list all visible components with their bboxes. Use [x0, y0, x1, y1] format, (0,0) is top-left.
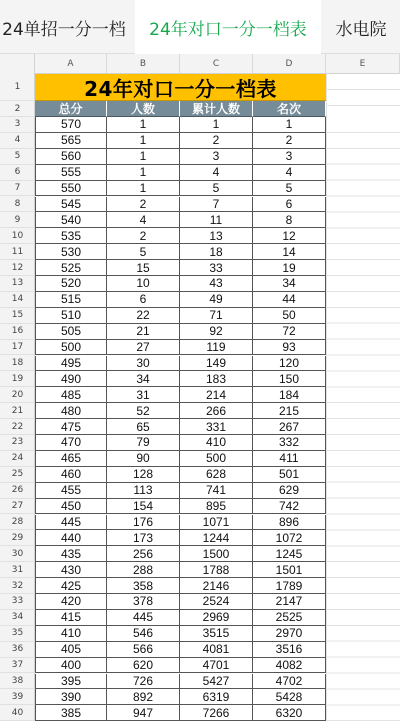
table-cell[interactable]: 5428 [253, 689, 326, 705]
table-cell[interactable]: 2525 [253, 610, 326, 626]
table-cell[interactable]: 550 [35, 181, 107, 197]
row-header[interactable]: 24 [0, 451, 35, 467]
table-cell[interactable]: 79 [107, 435, 180, 451]
row-header[interactable]: 4 [0, 133, 35, 149]
table-row [35, 578, 326, 594]
table-cell[interactable]: 4082 [253, 658, 326, 674]
table-cell[interactable]: 1 [107, 149, 180, 165]
row-header[interactable]: 3 [0, 117, 35, 133]
table-cell[interactable]: 50 [253, 308, 326, 324]
table-cell[interactable]: 6319 [180, 689, 253, 705]
table-cell[interactable]: 43 [180, 276, 253, 292]
row-header[interactable]: 25 [0, 467, 35, 483]
table-cell[interactable]: 628 [180, 467, 253, 483]
table-cell[interactable]: 2146 [180, 578, 253, 594]
table-cell[interactable]: 741 [180, 483, 253, 499]
tab-sheet-2-active[interactable]: 24年对口一分一档表 [135, 0, 321, 55]
table-cell[interactable]: 2969 [180, 610, 253, 626]
table-cell[interactable]: 1 [180, 117, 253, 133]
table-cell[interactable]: 33 [180, 260, 253, 276]
table-cell[interactable]: 6 [253, 197, 326, 213]
table-row [35, 626, 326, 642]
tab-sheet-3[interactable]: 水电院 [335, 19, 387, 40]
table-cell[interactable]: 490 [35, 371, 107, 387]
table-cell[interactable]: 555 [35, 165, 107, 181]
table-cell[interactable]: 1 [253, 117, 326, 133]
table-row [35, 117, 326, 133]
table-cell[interactable]: 896 [253, 515, 326, 531]
table-cell[interactable]: 530 [35, 244, 107, 260]
table-cell[interactable]: 214 [180, 387, 253, 403]
table-cell[interactable]: 465 [35, 451, 107, 467]
table-cell[interactable]: 93 [253, 340, 326, 356]
column-header-a[interactable]: A [35, 54, 107, 74]
table-cell[interactable]: 176 [107, 515, 180, 531]
table-cell[interactable]: 1789 [253, 578, 326, 594]
table-cell[interactable]: 358 [107, 578, 180, 594]
row-header[interactable]: 20 [0, 387, 35, 403]
table-cell[interactable]: 27 [107, 340, 180, 356]
table-cell[interactable]: 331 [180, 419, 253, 435]
row-header[interactable]: 38 [0, 674, 35, 690]
table-cell[interactable]: 1245 [253, 546, 326, 562]
table-cell[interactable]: 150 [253, 371, 326, 387]
table-row [35, 340, 326, 356]
table-cell[interactable]: 30 [107, 356, 180, 372]
table-cell[interactable]: 1072 [253, 530, 326, 546]
table-cell[interactable]: 31 [107, 387, 180, 403]
table-cell[interactable]: 267 [253, 419, 326, 435]
table-cell[interactable]: 405 [35, 642, 107, 658]
sheet-tab-bar [0, 0, 400, 54]
row-header[interactable]: 39 [0, 689, 35, 705]
table-cell[interactable]: 1 [107, 133, 180, 149]
table-cell[interactable]: 128 [107, 467, 180, 483]
table-cell[interactable]: 385 [35, 705, 107, 721]
table-row [35, 562, 326, 578]
table-cell[interactable]: 2 [180, 133, 253, 149]
table-row [35, 483, 326, 499]
table-cell[interactable]: 14 [253, 244, 326, 260]
table-row [35, 356, 326, 372]
table-cell[interactable]: 500 [35, 340, 107, 356]
table-row [35, 212, 326, 228]
table-row [35, 419, 326, 435]
table-cell[interactable]: 8 [253, 212, 326, 228]
table-cell[interactable]: 1071 [180, 515, 253, 531]
table-cell[interactable]: 395 [35, 674, 107, 690]
table-cell[interactable]: 2970 [253, 626, 326, 642]
table-cell[interactable]: 480 [35, 403, 107, 419]
table-row [35, 451, 326, 467]
row-header[interactable]: 37 [0, 658, 35, 674]
table-cell[interactable]: 546 [107, 626, 180, 642]
table-cell[interactable]: 7 [180, 197, 253, 213]
table-cell[interactable]: 44 [253, 292, 326, 308]
table-cell[interactable]: 2 [107, 228, 180, 244]
select-all-corner[interactable] [0, 54, 35, 74]
table-cell[interactable]: 173 [107, 530, 180, 546]
table-cell[interactable]: 13 [180, 228, 253, 244]
header-cell-cumulative[interactable]: 累计人数 [180, 101, 253, 117]
table-row [35, 530, 326, 546]
row-header[interactable]: 10 [0, 228, 35, 244]
table-cell[interactable]: 7266 [180, 705, 253, 721]
table-cell[interactable]: 332 [253, 435, 326, 451]
table-row [35, 181, 326, 197]
table-row [35, 674, 326, 690]
row-header[interactable]: 17 [0, 340, 35, 356]
row-header[interactable]: 15 [0, 308, 35, 324]
table-cell[interactable]: 21 [107, 324, 180, 340]
table-cell[interactable]: 947 [107, 705, 180, 721]
table-row [35, 499, 326, 515]
row-header[interactable]: 35 [0, 626, 35, 642]
table-row [35, 308, 326, 324]
table-cell[interactable]: 510 [35, 308, 107, 324]
table-row [35, 165, 326, 181]
table-cell[interactable]: 545 [35, 197, 107, 213]
table-cell[interactable]: 410 [35, 626, 107, 642]
row-header[interactable]: 32 [0, 578, 35, 594]
row-header[interactable]: 11 [0, 244, 35, 260]
table-cell[interactable]: 415 [35, 610, 107, 626]
column-header-e[interactable]: E [326, 54, 400, 74]
table-cell[interactable]: 2 [107, 197, 180, 213]
row-header[interactable]: 30 [0, 546, 35, 562]
row-header-bar [0, 74, 35, 721]
table-cell[interactable]: 515 [35, 292, 107, 308]
table-cell[interactable]: 629 [253, 483, 326, 499]
table-row [35, 149, 326, 165]
table-cell[interactable]: 4 [107, 212, 180, 228]
table-row [35, 594, 326, 610]
table-cell[interactable]: 420 [35, 594, 107, 610]
column-header-c[interactable]: C [180, 54, 253, 74]
table-cell[interactable]: 460 [35, 467, 107, 483]
table-cell[interactable]: 570 [35, 117, 107, 133]
row-header[interactable]: 22 [0, 419, 35, 435]
row-header[interactable]: 33 [0, 594, 35, 610]
table-cell[interactable]: 425 [35, 578, 107, 594]
table-row [35, 228, 326, 244]
table-cell[interactable]: 113 [107, 483, 180, 499]
table-title-cell[interactable]: 24年对口一分一档表 [35, 74, 326, 101]
row-header[interactable]: 34 [0, 610, 35, 626]
table-cell[interactable]: 11 [180, 212, 253, 228]
table-cell[interactable]: 430 [35, 562, 107, 578]
table-cell[interactable]: 3 [180, 149, 253, 165]
table-cell[interactable]: 1501 [253, 562, 326, 578]
table-cell[interactable]: 505 [35, 324, 107, 340]
row-header[interactable]: 21 [0, 403, 35, 419]
row-header-2[interactable]: 2 [0, 101, 35, 117]
table-cell[interactable]: 19 [253, 260, 326, 276]
table-cell[interactable]: 15 [107, 260, 180, 276]
row-header[interactable]: 29 [0, 530, 35, 546]
table-row [35, 324, 326, 340]
table-row [35, 467, 326, 483]
table-cell[interactable]: 4702 [253, 674, 326, 690]
table-cell[interactable]: 4 [180, 165, 253, 181]
table-cell[interactable]: 410 [180, 435, 253, 451]
column-header-b[interactable]: B [107, 54, 180, 74]
table-cell[interactable]: 215 [253, 403, 326, 419]
table-cell[interactable]: 4 [253, 165, 326, 181]
table-cell[interactable]: 475 [35, 419, 107, 435]
row-header[interactable]: 28 [0, 515, 35, 531]
empty-column-e [326, 74, 400, 721]
column-header-bar [0, 54, 400, 74]
table-row [35, 658, 326, 674]
table-cell[interactable]: 525 [35, 260, 107, 276]
table-cell[interactable]: 411 [253, 451, 326, 467]
table-cell[interactable]: 566 [107, 642, 180, 658]
row-header[interactable]: 40 [0, 705, 35, 721]
table-cell[interactable]: 378 [107, 594, 180, 610]
table-cell[interactable]: 3 [253, 149, 326, 165]
table-cell[interactable]: 520 [35, 276, 107, 292]
table-cell[interactable]: 4701 [180, 658, 253, 674]
table-cell[interactable]: 5427 [180, 674, 253, 690]
header-cell-rank[interactable]: 名次 [253, 101, 326, 117]
table-row [35, 276, 326, 292]
row-header[interactable]: 12 [0, 260, 35, 276]
table-cell[interactable]: 440 [35, 530, 107, 546]
table-cell[interactable]: 501 [253, 467, 326, 483]
row-header[interactable]: 26 [0, 483, 35, 499]
table-cell[interactable]: 65 [107, 419, 180, 435]
table-cell[interactable]: 470 [35, 435, 107, 451]
table-cell[interactable]: 495 [35, 356, 107, 372]
table-cell[interactable]: 445 [107, 610, 180, 626]
table-row [35, 642, 326, 658]
table-row [35, 371, 326, 387]
table-cell[interactable]: 183 [180, 371, 253, 387]
table-cell[interactable]: 34 [253, 276, 326, 292]
table-cell[interactable]: 742 [253, 499, 326, 515]
table-cell[interactable]: 22 [107, 308, 180, 324]
table-cell[interactable]: 560 [35, 149, 107, 165]
table-cell[interactable]: 445 [35, 515, 107, 531]
table-cell[interactable]: 119 [180, 340, 253, 356]
table-cell[interactable]: 390 [35, 689, 107, 705]
table-cell[interactable]: 5 [253, 181, 326, 197]
table-cell[interactable]: 3516 [253, 642, 326, 658]
table-cell[interactable]: 71 [180, 308, 253, 324]
table-cell[interactable]: 2524 [180, 594, 253, 610]
table-cell[interactable]: 1500 [180, 546, 253, 562]
table-cell[interactable]: 2147 [253, 594, 326, 610]
table-cell[interactable]: 1 [107, 117, 180, 133]
table-cell[interactable]: 892 [107, 689, 180, 705]
table-cell[interactable]: 6 [107, 292, 180, 308]
table-row [35, 387, 326, 403]
table-cell[interactable]: 154 [107, 499, 180, 515]
table-cell[interactable]: 435 [35, 546, 107, 562]
table-cell[interactable]: 1 [107, 165, 180, 181]
table-cell[interactable]: 620 [107, 658, 180, 674]
table-cell[interactable]: 1 [107, 181, 180, 197]
table-row [35, 689, 326, 705]
row-header[interactable]: 13 [0, 276, 35, 292]
table-cell[interactable]: 52 [107, 403, 180, 419]
table-row [35, 705, 326, 721]
row-header[interactable]: 23 [0, 435, 35, 451]
table-row [35, 244, 326, 260]
table-cell[interactable]: 565 [35, 133, 107, 149]
table-cell[interactable]: 485 [35, 387, 107, 403]
row-header[interactable]: 19 [0, 371, 35, 387]
table-cell[interactable]: 4081 [180, 642, 253, 658]
table-cell[interactable]: 256 [107, 546, 180, 562]
table-row [35, 610, 326, 626]
table-cell[interactable]: 1244 [180, 530, 253, 546]
table-cell[interactable]: 6320 [253, 705, 326, 721]
table-cell[interactable]: 49 [180, 292, 253, 308]
table-row [35, 133, 326, 149]
row-header-1[interactable]: 1 [0, 74, 35, 101]
table-row [35, 197, 326, 213]
row-header[interactable]: 27 [0, 499, 35, 515]
table-cell[interactable]: 540 [35, 212, 107, 228]
table-cell[interactable]: 149 [180, 356, 253, 372]
row-header[interactable]: 31 [0, 562, 35, 578]
table-cell[interactable]: 500 [180, 451, 253, 467]
tab-sheet-1[interactable]: 24单招一分一档 [2, 19, 126, 40]
table-cell[interactable]: 10 [107, 276, 180, 292]
row-header[interactable]: 7 [0, 181, 35, 197]
table-cell[interactable]: 5 [107, 244, 180, 260]
table-cell[interactable]: 34 [107, 371, 180, 387]
table-cell[interactable]: 5 [180, 181, 253, 197]
row-header[interactable]: 9 [0, 212, 35, 228]
table-row [35, 515, 326, 531]
table-cell[interactable]: 266 [180, 403, 253, 419]
table-cell[interactable]: 2 [253, 133, 326, 149]
table-row [35, 292, 326, 308]
worksheet [0, 54, 400, 721]
table-cell[interactable]: 726 [107, 674, 180, 690]
header-cell-count[interactable]: 人数 [107, 101, 180, 117]
table-row [35, 260, 326, 276]
table-cell[interactable]: 535 [35, 228, 107, 244]
table-row [35, 546, 326, 562]
row-header[interactable]: 18 [0, 356, 35, 372]
table-cell[interactable]: 3515 [180, 626, 253, 642]
table-cell[interactable]: 120 [253, 356, 326, 372]
table-cell[interactable]: 288 [107, 562, 180, 578]
table-cell[interactable]: 12 [253, 228, 326, 244]
row-header[interactable]: 6 [0, 165, 35, 181]
row-header[interactable]: 16 [0, 324, 35, 340]
table-cell[interactable]: 90 [107, 451, 180, 467]
row-header[interactable]: 5 [0, 149, 35, 165]
table-cell[interactable]: 1788 [180, 562, 253, 578]
header-cell-total-score[interactable]: 总分 [35, 101, 107, 117]
table-cell[interactable]: 450 [35, 499, 107, 515]
table-row [35, 403, 326, 419]
row-header[interactable]: 14 [0, 292, 35, 308]
table-cell[interactable]: 18 [180, 244, 253, 260]
table-row [35, 435, 326, 451]
table-cell[interactable]: 72 [253, 324, 326, 340]
row-header[interactable]: 36 [0, 642, 35, 658]
cell-grid[interactable] [35, 74, 400, 721]
table-cell[interactable]: 400 [35, 658, 107, 674]
column-header-d[interactable]: D [253, 54, 326, 74]
table-cell[interactable]: 895 [180, 499, 253, 515]
table-cell[interactable]: 184 [253, 387, 326, 403]
table-cell[interactable]: 455 [35, 483, 107, 499]
row-header[interactable]: 8 [0, 197, 35, 213]
table-cell[interactable]: 92 [180, 324, 253, 340]
